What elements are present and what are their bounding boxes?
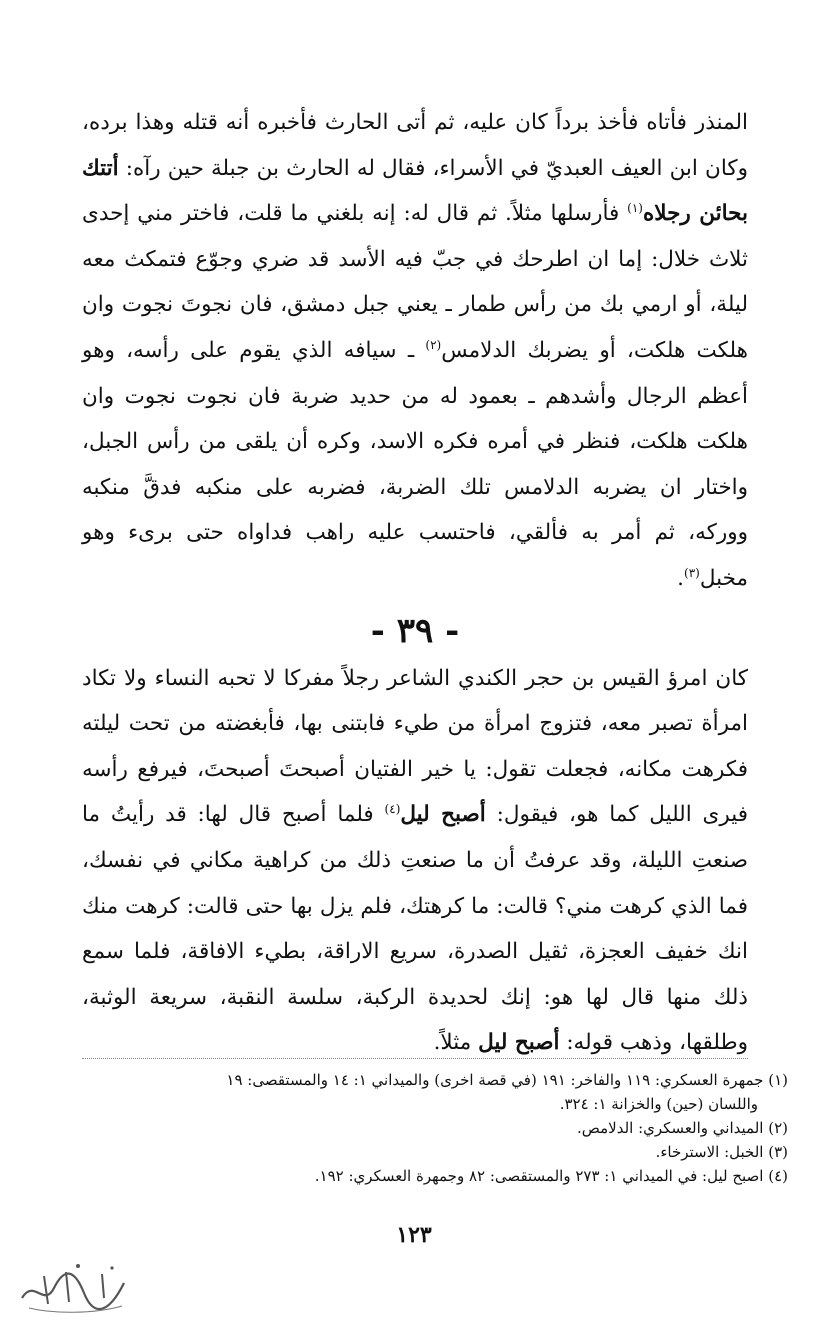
footnote-2: (٢) الميداني والعسكري: الدلامص. [576,1119,788,1137]
page-number: ١٢٣ [396,1222,432,1248]
proverb-bold: أتتك بحائن رجلاه [82,155,748,227]
footnotes [82,1068,788,1188]
paragraph-text: كان امرؤ القيس بن حجر الكندي الشاعر رجلاً مفركا لا تحبه النساء ولا تكاد امرأة تصبر معه، فتزوج امرأة من طيء فابتنى بها، فأبغضته من تحت ليلته فكرهت مكانه، فجعلت تقول: يا خير الفتيان أصبحتَ أصبحتَ، فيرفع رأسه فيرى الليل كما هو، فيقول: [82,665,748,828]
paragraph-story-39 [82,656,748,1066]
section-heading-39: - ٣٩ - [370,610,460,651]
paragraph-text: فأرسلها مثلاً. ثم قال له: إنه بلغني ما قلت، فاختر مني إحدى ثلاث خلال: إما ان اطرحك في جبّ فيه الأسد قد ضري وجوّع فتمكث معه ليلة، أو ارمي بك من رأس طمار ـ يعني جبل دمشق، فان نجوتَ نجوت وان هلكت هلكت، أو يضربك الدلامس [82,201,749,363]
footnote-divider [82,1058,748,1059]
footnote-ref-4[interactable]: (٤) [384,802,401,817]
footnote-1: (١) جمهرة العسكري: ١١٩ والفاخر: ١٩١ (في قصة اخرى) والميداني ١: ١٤ والمستقصى: ١٩ [226,1071,788,1089]
page-body [82,100,748,1066]
paragraph-text: . [677,565,684,591]
footnote-1-continued: واللسان (حين) والخزانة ١: ٣٢٤. [559,1095,758,1113]
footnote-ref-3[interactable]: (٣) [684,565,700,580]
paragraph-story-38-end [82,100,748,602]
paragraph-text: فلما أصبح قال لها: قد رأيتُ ما صنعتِ الليلة، وقد عرفتُ أن ما صنعتِ ذلك من كراهية مكاني في نفسك، فما الذي كرهت مني؟ قالت: ما كرهتك، فلم يزل بها حتى قالت: كرهت منك انك خفيف العجزة، ثقيل الصدرة، سريع الاراقة، بطيء الافاقة، فلما سمع ذلك منها قال لها هو: إنك لحديدة الركبة، سلسة النقبة، سريعة الوثبة، وطلقها، وذهب قوله: [82,802,748,1056]
footnote-ref-1[interactable]: (١) [627,201,643,216]
proverb-bold: أصبح ليل [478,1030,560,1056]
paragraph-text: مثلاً. [433,1030,479,1056]
proverb-bold: أصبح ليل [400,802,486,828]
footnote-ref-2[interactable]: (٢) [425,337,442,352]
paragraph-text: المنذر فأتاه فأخذ برداً كان عليه، ثم أتى الحارث فأخبره أنه قتله وهذا برده، وكان ابن العيف العبديّ في الأسراء، فقال له الحارث بن جبلة حين رآه: [82,110,748,181]
footnote-3: (٣) الخبل: الاسترخاء. [655,1143,788,1161]
footnote-4: (٤) اصبح ليل: في الميداني ١: ٢٧٣ والمستقصى: ٨٢ وجمهرة العسكري: ١٩٢. [314,1167,788,1185]
library-stamp-logo [14,1258,134,1318]
paragraph-text: ـ سيافه الذي يقوم على رأسه، وهو أعظم الرجال وأشدهم ـ بعمود له من حديد ضربة فان نجوت نجوت وان هلكت هلكت، فنظر في أمره فكره الاسد، وكره أن يلقى من رأس الجبل، واختار ان يضربه الدلامس تلك الضربة، فضربه على منكبه فدقَّ منكبه ووركه، ثم أمر به فألقي، فاحتسب عليه راهب فداواه حتى برىء وهو مخبل [82,337,748,591]
